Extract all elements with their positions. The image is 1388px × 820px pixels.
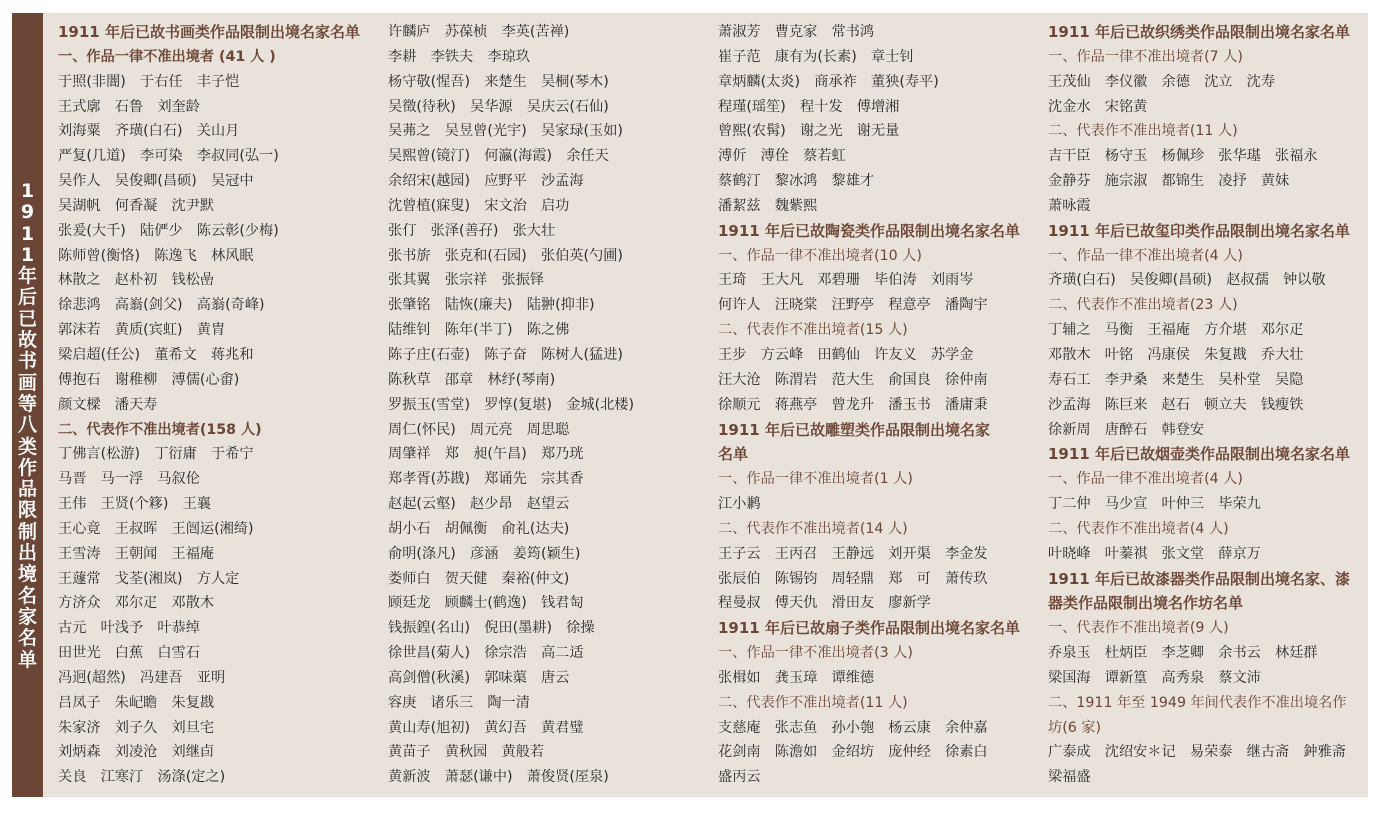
name-list-line: 于照(非闇) 于右任 丰子恺 xyxy=(58,73,240,90)
category-heading: 一、作品一律不准出境者 (41 人 ) xyxy=(58,48,276,65)
sidebar-title-char: 作 xyxy=(17,456,37,479)
name-list-line: 吕凤子 朱屺瞻 朱复戡 xyxy=(58,694,215,711)
name-list-line: 盛丙云 xyxy=(718,769,761,786)
category-label: 二、代表作不准出境者(14 人) xyxy=(718,520,908,537)
name-list-line: 王琦 王大凡 邓碧珊 毕伯涛 刘雨岑 xyxy=(718,272,974,289)
section-heading: 1911 年后已故书画类作品限制出境名家名单 xyxy=(58,23,360,41)
category-label: 坊(6 家) xyxy=(1048,719,1101,736)
name-list-line: 齐璜(白石) 吴俊卿(昌硕) 赵叔孺 钟以敬 xyxy=(1048,272,1326,289)
name-list-line: 王心竟 王叔晖 王闿运(湘绮) xyxy=(58,520,254,537)
name-list-line: 傅抱石 谢稚柳 溥儒(心畬) xyxy=(58,371,240,388)
sidebar-title-char: 1 xyxy=(20,222,35,245)
name-list-line: 梁启超(任公) 董希文 蒋兆和 xyxy=(58,346,254,363)
name-list-line: 容庚 诸乐三 陶一清 xyxy=(388,694,530,711)
name-list-line: 古元 叶浅予 叶恭绰 xyxy=(58,620,200,637)
name-list-line: 张肇铭 陆恢(廉夫) 陆翀(抑非) xyxy=(388,297,595,314)
name-list-line: 郭沫若 黄质(宾虹) 黄胄 xyxy=(58,322,226,339)
name-list-line: 郑孝胥(苏戡) 郑诵先 宗其香 xyxy=(388,471,584,488)
name-list-line: 刘炳森 刘凌沧 刘继卣 xyxy=(58,744,215,761)
name-list-line: 陆维钊 陈年(半丁) 陈之佛 xyxy=(388,322,570,339)
sidebar-title-char: 已 xyxy=(17,307,37,330)
sidebar-title-char: 品 xyxy=(17,478,37,501)
name-list-line: 王茂仙 李仪徽 余德 沈立 沈寿 xyxy=(1048,73,1276,90)
name-list-line: 吴作人 吴俊卿(昌硕) 吴冠中 xyxy=(58,173,254,190)
sidebar-title-char: 单 xyxy=(17,648,37,671)
category-label: 一、代表作不准出境者(9 人) xyxy=(1048,620,1229,637)
name-list-line: 汪大沧 陈渭岩 范大生 俞国良 徐仲南 xyxy=(718,371,988,388)
sidebar-title-char: 等 xyxy=(17,392,37,415)
name-list-line: 吴徵(待秋) 吴华源 吴庆云(石仙) xyxy=(388,98,609,115)
name-list-line: 丁佛言(松游) 丁衍庸 于希宁 xyxy=(58,446,254,463)
sidebar-title-char: 制 xyxy=(17,520,37,543)
name-list-line: 何许人 汪晓棠 汪野亭 程意亭 潘陶宇 xyxy=(718,297,988,314)
name-list-line: 胡小石 胡佩衡 俞礼(达夫) xyxy=(388,520,570,537)
name-list-line: 徐顺元 蒋燕亭 曾龙升 潘玉书 潘庸秉 xyxy=(718,396,988,413)
sidebar-title-char: 书 xyxy=(17,350,37,373)
sidebar-banner xyxy=(12,13,43,797)
section-heading: 1911 年后已故扇子类作品限制出境名家名单 xyxy=(718,619,1020,638)
name-list-line: 周肇祥 郑 昶(午昌) 郑乃珖 xyxy=(388,446,584,463)
name-list-line: 程瑾(瑶笙) 程十发 傅增湘 xyxy=(718,98,900,115)
name-list-line: 丁二仲 马少宣 叶仲三 毕荣九 xyxy=(1048,496,1261,513)
column-1 xyxy=(58,20,376,790)
name-list-line: 江小鹣 xyxy=(718,496,761,513)
name-list-line: 梁国海 谭新篁 高秀泉 蔡文沛 xyxy=(1048,669,1261,686)
name-list-line: 顾廷龙 顾麟士(鹤逸) 钱君匋 xyxy=(388,595,584,612)
category-label: 一、作品一律不准出境者(7 人) xyxy=(1048,48,1243,65)
name-list-line: 张书旂 张克和(石园) 张伯英(勺圃) xyxy=(388,247,623,264)
sidebar-title-char: 八 xyxy=(17,414,37,437)
name-list-line: 陈子庄(石壶) 陈子奋 陈树人(猛进) xyxy=(388,346,623,363)
category-label: 二、代表作不准出境者(4 人) xyxy=(1048,520,1229,537)
article-page xyxy=(12,13,1368,797)
category-label: 一、作品一律不准出境者(10 人) xyxy=(718,247,922,264)
name-list-line: 梁福盛 xyxy=(1048,769,1091,786)
sidebar-title-char: 年 xyxy=(17,265,37,288)
name-list-line: 萧咏霞 xyxy=(1048,197,1091,214)
name-list-line: 崔子范 康有为(长素) 章士钊 xyxy=(718,48,914,65)
name-list-line: 金静芬 施宗淑 都锦生 凌抒 黄妹 xyxy=(1048,173,1290,190)
name-list-line: 刘海粟 齐璜(白石) 关山月 xyxy=(58,123,240,140)
sidebar-title-char: 名 xyxy=(17,627,37,650)
name-list-line: 张爰(大千) 陆俨少 陈云彰(少梅) xyxy=(58,222,279,239)
name-list-line: 田世光 白蕉 白雪石 xyxy=(58,645,200,662)
name-list-line: 徐悲鸿 高嵡(剑父) 高嵡(奇峰) xyxy=(58,297,265,314)
name-list-line: 章炳麟(太炎) 商承祚 董㹧(寿平) xyxy=(718,73,939,90)
sidebar-title xyxy=(12,181,43,671)
category-label: 二、1911 年至 1949 年间代表作不准出境名作 xyxy=(1048,694,1347,711)
name-list-line: 王蘧常 戈荃(湘岚) 方人定 xyxy=(58,570,240,587)
sidebar-title-char: 1 xyxy=(20,180,35,202)
section-heading: 1911 年后已故漆器类作品限制出境名家、漆 xyxy=(1048,569,1350,588)
name-list-line: 林散之 赵朴初 钱松嵒 xyxy=(58,272,215,289)
name-list-line: 娄师白 贺天健 秦裕(仲文) xyxy=(388,570,570,587)
sidebar-title-char: 1 xyxy=(20,243,35,266)
name-list-line: 沈金水 宋铭黄 xyxy=(1048,98,1148,115)
name-list-line: 沈曾植(寐叟) 宋文治 启功 xyxy=(388,197,570,214)
name-list-line: 徐新周 唐醉石 韩登安 xyxy=(1048,421,1205,438)
name-list-line: 沙孟海 陈巨来 赵石 顿立夫 钱瘦铁 xyxy=(1048,396,1304,413)
name-list-line: 王伟 王贤(个簃) 王襄 xyxy=(58,496,211,513)
name-list-line: 寿石工 李尹桑 来楚生 吴朴堂 吴隐 xyxy=(1048,371,1304,388)
category-heading: 二、代表作不准出境者(158 人) xyxy=(58,421,262,438)
name-list-line: 高剑僧(秋溪) 郭味蕖 唐云 xyxy=(388,669,570,686)
name-list-line: 曾熙(农髯) 谢之光 谢无量 xyxy=(718,123,900,140)
category-label: 二、代表作不准出境者(15 人) xyxy=(718,322,908,339)
name-list-line: 花剑南 陈澹如 金绍坊 庞仲经 徐素白 xyxy=(718,744,988,761)
name-list-line: 徐世昌(菊人) 徐宗浩 高二适 xyxy=(388,645,584,662)
name-list-line: 严复(几道) 李可染 李叔同(弘一) xyxy=(58,148,279,165)
name-list-line: 蔡鹤汀 黎冰鸿 黎雄才 xyxy=(718,173,875,190)
name-list-line: 溥伒 溥佺 蔡若虹 xyxy=(718,148,846,165)
category-label: 一、作品一律不准出境者(4 人) xyxy=(1048,471,1243,488)
name-list-line: 丁辅之 马衡 王福庵 方介堪 邓尔疋 xyxy=(1048,322,1304,339)
name-list-line: 支慈庵 张志鱼 孙小匏 杨云康 余仲嘉 xyxy=(718,719,988,736)
name-list-line: 张楫如 龚玉璋 谭维德 xyxy=(718,669,875,686)
name-list-line: 王式廓 石鲁 刘奎龄 xyxy=(58,98,200,115)
name-list-line: 张仃 张泽(善孖) 张大壮 xyxy=(388,222,556,239)
name-list-line: 王步 方云峰 田鹤仙 许友义 苏学金 xyxy=(718,346,974,363)
name-list-line: 陈师曾(衡恪) 陈逸飞 林风眠 xyxy=(58,247,254,264)
name-list-line: 杨守敬(惺吾) 来楚生 吴桐(琴木) xyxy=(388,73,609,90)
name-list-line: 广泰成 沈绍安＊记 易荣泰 继古斋 鈡雅斋 xyxy=(1048,744,1346,761)
sidebar-title-char: 9 xyxy=(20,201,35,224)
section-heading: 1911 年后已故烟壶类作品限制出境名家名单 xyxy=(1048,445,1350,464)
section-heading: 名单 xyxy=(718,445,749,464)
name-list-line: 王雪涛 王朝闻 王福庵 xyxy=(58,545,215,562)
category-label: 二、代表作不准出境者(11 人) xyxy=(718,694,908,711)
name-list-line: 陈秋草 邵章 林纾(琴南) xyxy=(388,371,556,388)
name-list-line: 黄苗子 黄秋园 黄般若 xyxy=(388,744,545,761)
sidebar-title-char: 画 xyxy=(17,371,37,394)
name-list-line: 冯迥(超然) 冯建吾 亚明 xyxy=(58,669,226,686)
name-list-line: 黄山寿(旭初) 黄幻吾 黄君璧 xyxy=(388,719,584,736)
name-list-line: 张其翼 张宗祥 张振铎 xyxy=(388,272,545,289)
name-list-line: 程曼叔 傅天仇 滑田友 廖新学 xyxy=(718,595,931,612)
sidebar-title-char: 境 xyxy=(17,563,37,586)
section-heading: 1911 年后已故玺印类作品限制出境名家名单 xyxy=(1048,221,1350,240)
section-heading: 1911 年后已故雕塑类作品限制出境名家 xyxy=(718,420,990,439)
name-list-line: 吴熙曾(镜汀) 何瀛(海霞) 余任天 xyxy=(388,148,609,165)
name-list-line: 邓散木 叶铭 冯康侯 朱复戡 乔大壮 xyxy=(1048,346,1304,363)
category-label: 二、代表作不准出境者(23 人) xyxy=(1048,297,1238,314)
name-list-line: 周仁(怀民) 周元亮 周思聪 xyxy=(388,421,570,438)
name-list-line: 颜文樑 潘天寿 xyxy=(58,396,158,413)
column-3 xyxy=(718,20,1036,790)
sidebar-title-char: 类 xyxy=(17,435,37,458)
name-list-line: 余绍宋(越园) 应野平 沙孟海 xyxy=(388,173,584,190)
sidebar-title-char: 名 xyxy=(17,584,37,607)
name-list-line: 潘絜兹 魏紫熙 xyxy=(718,197,818,214)
section-heading: 1911 年后已故陶瓷类作品限制出境名家名单 xyxy=(718,221,1020,240)
category-label: 二、代表作不准出境者(11 人) xyxy=(1048,123,1238,140)
section-heading: 器类作品限制出境名作坊名单 xyxy=(1048,594,1244,613)
section-heading: 1911 年后已故织绣类作品限制出境名家名单 xyxy=(1048,23,1350,41)
sidebar-title-char: 家 xyxy=(17,605,37,628)
name-list-line: 钱振鍠(名山) 倪田(墨耕) 徐操 xyxy=(388,620,595,637)
category-label: 一、作品一律不准出境者(3 人) xyxy=(718,645,913,662)
name-list-line: 萧淑芳 曹克家 常书鸿 xyxy=(718,24,875,40)
name-list-line: 张辰伯 陈锡钧 周轻鼎 郑 可 萧传玖 xyxy=(718,570,988,587)
name-list-line: 方济众 邓尔疋 邓散木 xyxy=(58,595,215,612)
column-4 xyxy=(1048,20,1364,790)
name-list-line: 李耕 李铁夫 李琼玖 xyxy=(388,48,530,65)
name-list-line: 赵起(云壑) 赵少昂 赵望云 xyxy=(388,496,570,513)
category-label: 一、作品一律不准出境者(1 人) xyxy=(718,471,913,488)
name-list-line: 许麟庐 苏葆桢 李英(苦禅) xyxy=(388,24,570,40)
name-list-line: 黄新波 萧瑟(谦中) 萧俊贤(厔泉) xyxy=(388,769,609,786)
name-list-line: 关良 江寒汀 汤涤(定之) xyxy=(58,769,226,786)
name-list-line: 吴茀之 吴昱曾(光宇) 吴家琭(玉如) xyxy=(388,123,623,140)
name-list-line: 俞明(涤凡) 彦涵 姜筠(颖生) xyxy=(388,545,581,562)
name-list-line: 朱家济 刘子久 刘旦宅 xyxy=(58,719,215,736)
name-list-line: 马晋 马一浮 马叙伦 xyxy=(58,471,200,488)
sidebar-title-char: 后 xyxy=(17,286,37,309)
name-list-line: 吴湖帆 何香凝 沈尹默 xyxy=(58,197,215,214)
name-list-line: 吉干臣 杨守玉 杨佩珍 张华璂 张福永 xyxy=(1048,148,1318,165)
name-list-line: 王子云 王丙召 王静远 刘开渠 李金发 xyxy=(718,545,988,562)
name-list-line: 罗振玉(雪堂) 罗惇(复堪) 金城(北楼) xyxy=(388,396,635,413)
sidebar-title-char: 出 xyxy=(17,542,37,565)
sidebar-title-char: 故 xyxy=(17,329,37,352)
column-2 xyxy=(388,20,706,790)
sidebar-title-char: 限 xyxy=(17,499,37,522)
category-label: 一、作品一律不准出境者(4 人) xyxy=(1048,247,1243,264)
name-list-line: 叶晓峰 叶蓁祺 张文堂 薛京万 xyxy=(1048,545,1261,562)
name-list-line: 乔泉玉 杜炳臣 李芝卿 余书云 林廷群 xyxy=(1048,645,1318,662)
